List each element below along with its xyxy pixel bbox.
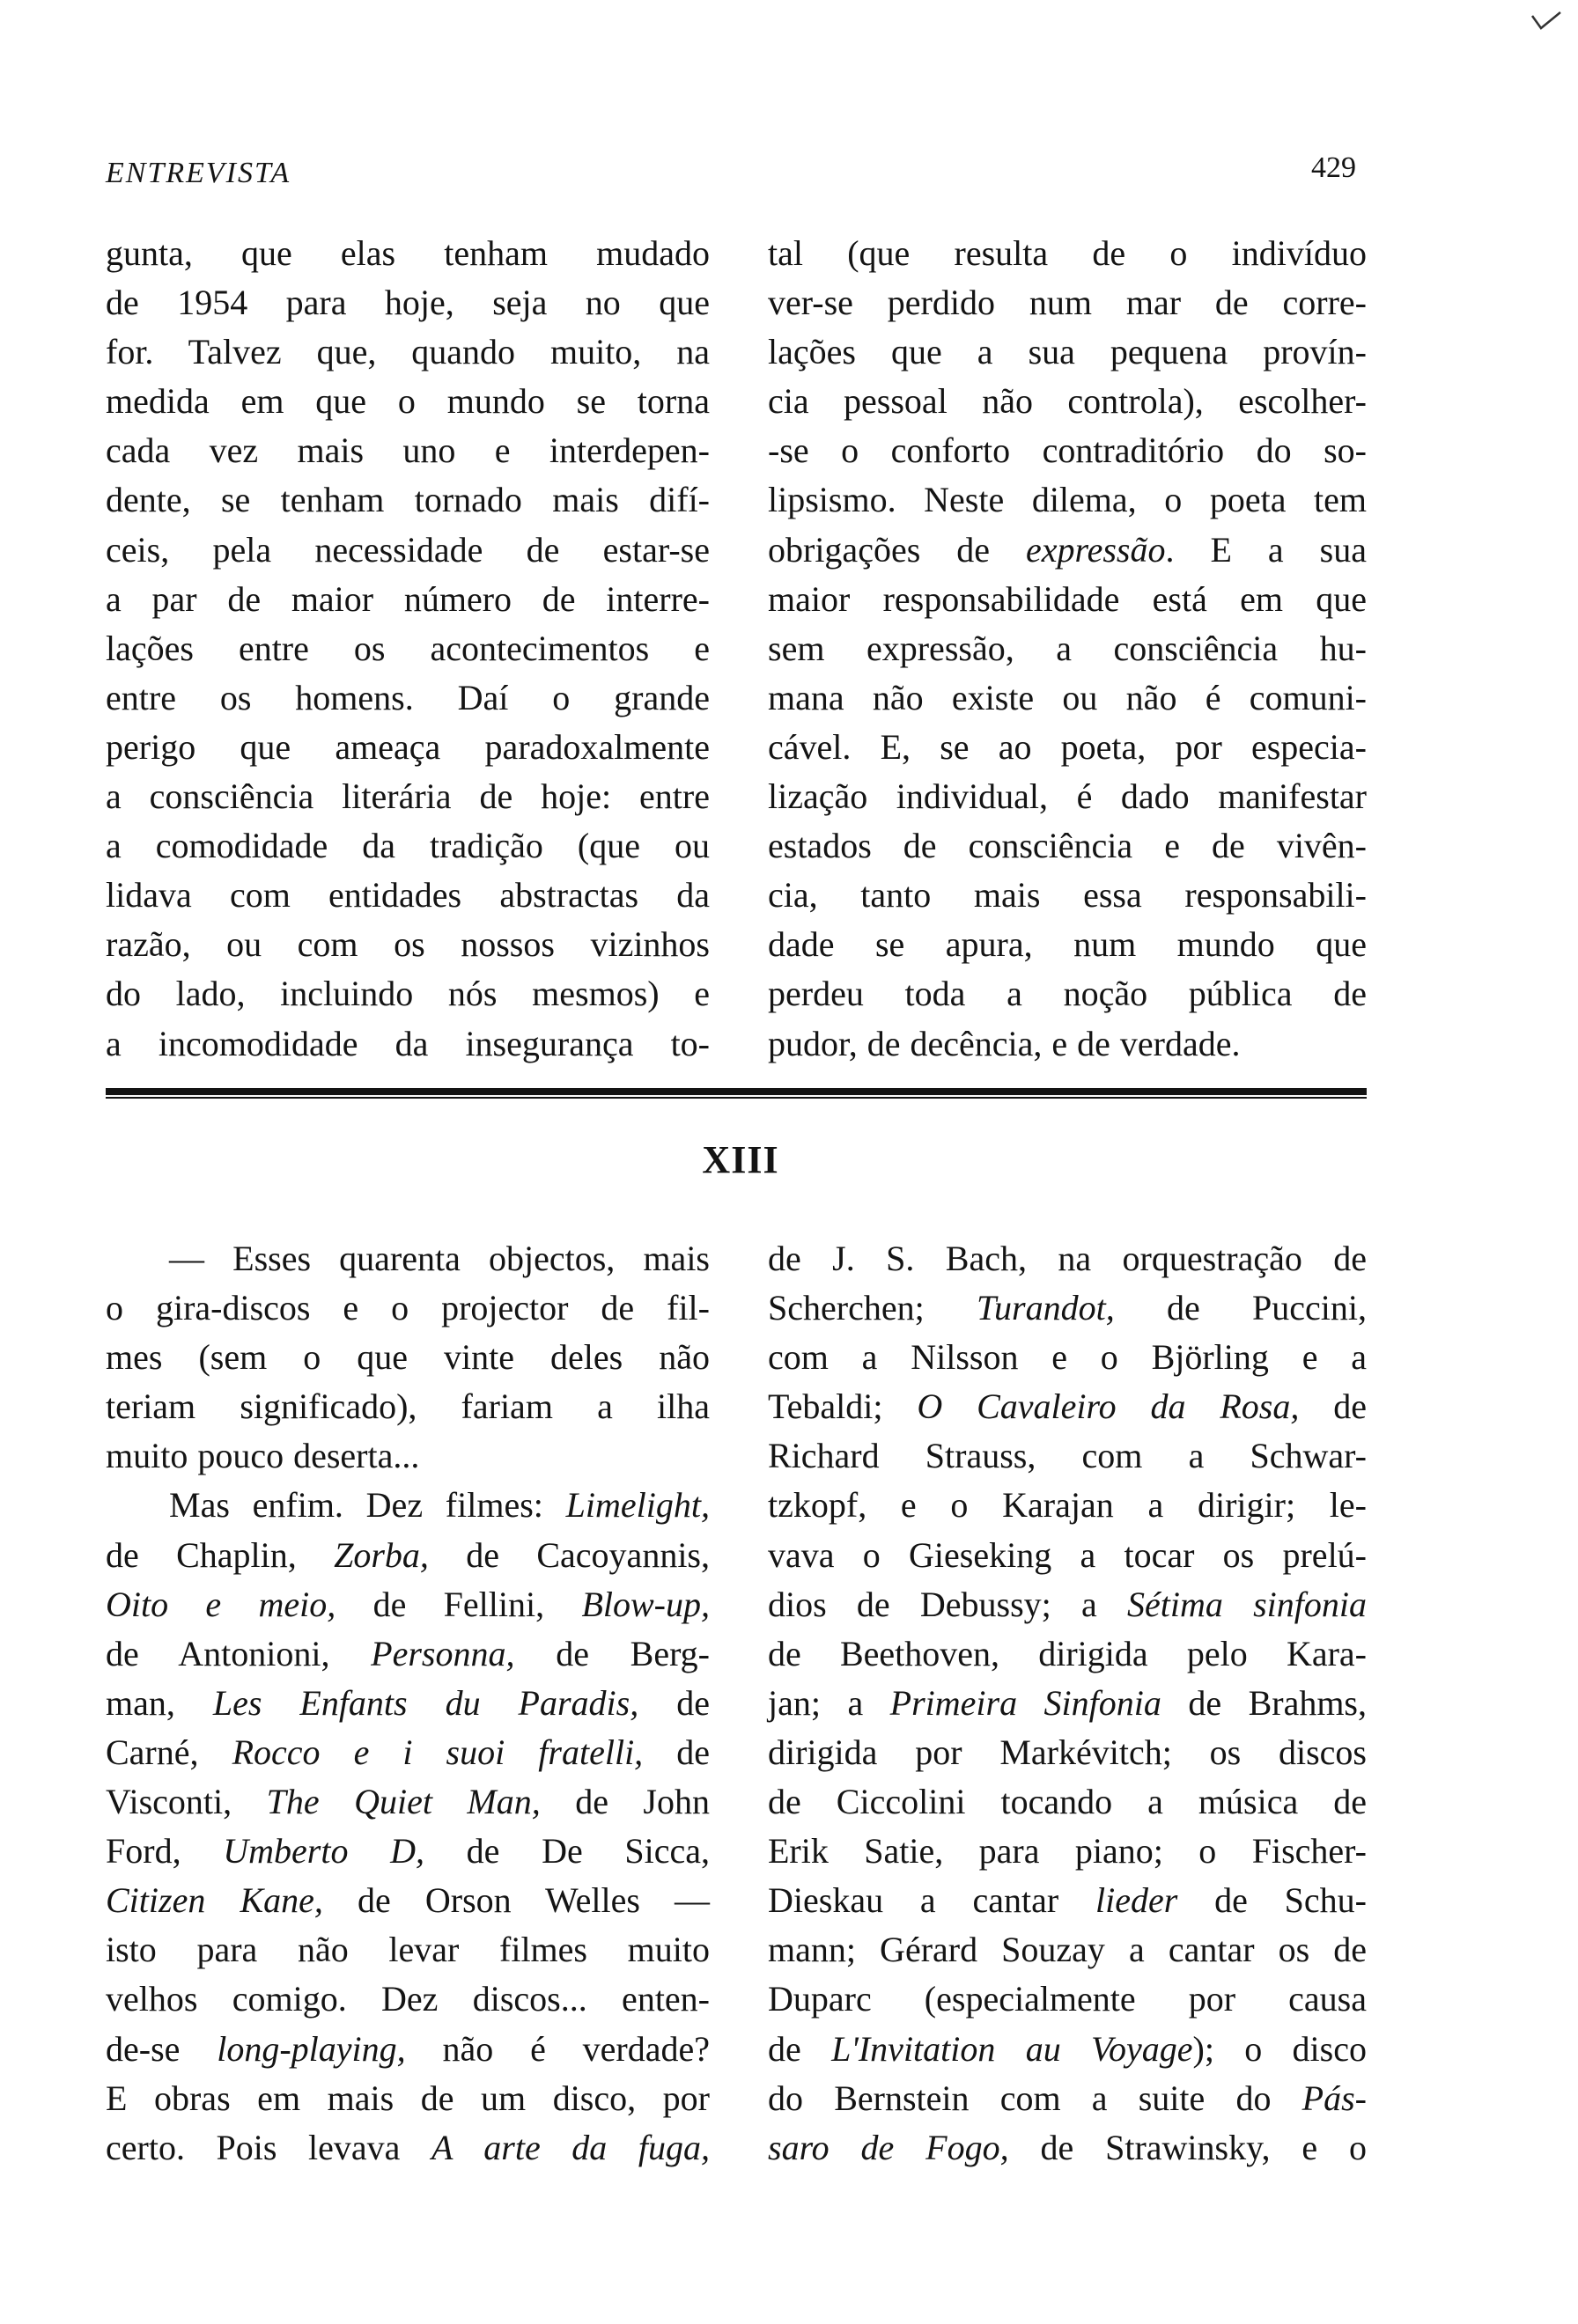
text-line: dirigida por Markévitch; os discos (768, 1732, 1367, 1772)
section-divider-thin (106, 1097, 1367, 1099)
text-line: dente, se tenham tornado mais difí- (106, 480, 710, 520)
text-line: lipsismo. Neste dilema, o poeta tem (768, 480, 1367, 520)
text-line (106, 2025, 710, 2074)
text-line: tzkopf, e o Karajan a dirigir; le- (768, 1485, 1367, 1526)
text-line: ver-se perdido num mar de corre- (768, 283, 1367, 323)
text-line (106, 1629, 710, 1679)
text-line (106, 2123, 710, 2173)
text-line: com a Nilsson e o Björling e a (768, 1337, 1367, 1378)
section-divider-thick (106, 1088, 1367, 1095)
text-segment: Visconti, (106, 1782, 267, 1822)
film-title: Oito e meio, (106, 1584, 336, 1624)
text-line: — Esses quarenta objectos, mais (169, 1239, 710, 1278)
text-line: o gira-discos e o projector de fil- (106, 1288, 710, 1328)
text-segment: de Schu- (1177, 1880, 1368, 1921)
text-line: velhos comigo. Dez discos... enten- (106, 1979, 710, 2019)
text-line: pudor, de decência, e de verdade. (768, 1023, 1241, 1063)
text-segment: Scherchen; (768, 1288, 977, 1328)
text-line (106, 1827, 710, 1876)
text-line: mana não existe ou não é comuni- (768, 677, 1367, 717)
text-line (768, 2123, 1367, 2173)
text-line: cia pessoal não controla), escolher- (768, 381, 1367, 422)
text-line: a incomodidade da insegurança to- (106, 1023, 710, 1063)
text-line: cada vez mais uno e interdepen- (106, 430, 710, 471)
text-line (106, 1580, 710, 1629)
text-line (768, 1679, 1367, 1728)
text-segment: de Berg- (514, 1633, 710, 1673)
text-segment: de (1299, 1386, 1367, 1427)
work-title: A arte da fuga, (431, 2127, 710, 2167)
film-title: Limelight, (565, 1485, 710, 1526)
text-segment: certo. Pois levava (106, 2127, 431, 2167)
film-title: Les Enfants du Paradis, (212, 1682, 639, 1723)
text-line: de 1954 para hoje, seja no que (106, 283, 710, 323)
film-title: Blow-up, (581, 1584, 710, 1624)
text-line: lização individual, é dado manifestar (768, 776, 1367, 817)
text-line (768, 1283, 1367, 1333)
text-line: razão, ou com os nossos vizinhos (106, 924, 710, 965)
text-line: Erik Satie, para piano; o Fischer- (768, 1831, 1367, 1872)
italic-word: long-playing, (217, 2028, 406, 2069)
text-line: tal (que resulta de o indivíduo (768, 233, 1367, 273)
text-line: Duparc (especialmente por causa (768, 1979, 1367, 2019)
text-line: maior responsabilidade está em que (768, 578, 1367, 619)
top-left-column (106, 229, 710, 1069)
top-right-column (768, 229, 1367, 1069)
text-line (768, 1876, 1367, 1925)
text-line: teriam significado), fariam a ilha (106, 1386, 710, 1427)
text-line: de J. S. Bach, na orquestração de (768, 1239, 1367, 1278)
running-head: ENTREVISTA (106, 157, 291, 189)
text-segment: de Cacoyannis, (428, 1534, 710, 1575)
text-segment: dios de Debussy; a (768, 1584, 1127, 1624)
text-segment: de Chaplin, (106, 1534, 335, 1575)
text-line: gunta, que elas tenham mudado (106, 233, 710, 273)
italic-word: lieder (1095, 1880, 1178, 1921)
text-segment: de De Sicca, (424, 1831, 711, 1872)
film-title: Rocco e i suoi fratelli, (232, 1732, 644, 1772)
text-line: perdeu toda a noção pública de (768, 974, 1367, 1014)
film-title: Personna, (371, 1633, 515, 1673)
text-line: de Ciccolini tocando a música de (768, 1782, 1367, 1822)
work-title: Sétima sinfonia (1127, 1584, 1368, 1624)
text-line: perigo que ameaça paradoxalmente (106, 726, 710, 767)
text-line: entre os homens. Daí o grande (106, 677, 710, 717)
text-segment: do Bernstein com a suite do (768, 2078, 1302, 2118)
work-title: saro de Fogo, (768, 2127, 1009, 2167)
text-segment: Dieskau a cantar (768, 1880, 1095, 1921)
text-segment: de-se (106, 2028, 218, 2069)
text-line: sem expressão, a consciência hu- (768, 628, 1367, 668)
bottom-left-column (106, 1234, 710, 2173)
text-segment: de Antonioni, (106, 1633, 372, 1673)
text-line: Richard Strauss, com a Schwar- (768, 1436, 1367, 1476)
text-segment: de (643, 1732, 710, 1772)
text-segment: de Puccini, (1114, 1288, 1367, 1328)
text-line: muito pouco deserta... (106, 1436, 420, 1476)
film-title: The Quiet Man, (266, 1782, 541, 1822)
text-line: mes (sem o que vinte deles não (106, 1337, 710, 1378)
text-segment: não é verdade? (405, 2028, 710, 2069)
text-line: estados de consciência e de vivên- (768, 826, 1367, 866)
text-line: cável. E, se ao poeta, por especia- (768, 726, 1367, 767)
work-title: L'Invitation au Voyage (831, 2028, 1193, 2069)
text-line: lações que a sua pequena provín- (768, 332, 1367, 372)
text-line (106, 1728, 710, 1777)
text-segment: Mas enfim. Dez filmes: (169, 1485, 566, 1526)
text-line: cia, tanto mais essa responsabili- (768, 875, 1367, 916)
text-line (768, 526, 1367, 575)
text-line: a consciência literária de hoje: entre (106, 776, 710, 817)
text-line (768, 2025, 1367, 2074)
text-line: E obras em mais de um disco, por (106, 2078, 710, 2118)
text-line: vava o Gieseking a tocar os prelú- (768, 1534, 1367, 1575)
text-segment: de (768, 2028, 832, 2069)
text-line: medida em que o mundo se torna (106, 381, 710, 422)
text-line: lações entre os acontecimentos e (106, 628, 710, 668)
text-line: lidava com entidades abstractas da (106, 875, 710, 916)
text-line (768, 1382, 1367, 1431)
text-line (768, 2074, 1367, 2123)
text-line (106, 1777, 710, 1827)
text-segment: de (638, 1682, 710, 1723)
film-title: Umberto D, (223, 1831, 424, 1872)
text-line (106, 1531, 710, 1580)
text-segment: de Brahms, (1161, 1682, 1367, 1723)
text-line (106, 1481, 710, 1530)
work-title: Primeira Sinfonia (889, 1682, 1161, 1723)
text-line: -se o conforto contraditório do so- (768, 430, 1367, 471)
work-title: Turandot, (976, 1288, 1115, 1328)
page-number: 429 (1311, 151, 1356, 184)
text-segment: jan; a (768, 1682, 890, 1723)
bottom-right-column (768, 1234, 1367, 2173)
text-segment: de Orson Welles — (322, 1880, 710, 1921)
section-numeral: XIII (702, 1138, 779, 1181)
text-segment: ); o disco (1192, 2028, 1367, 2069)
text-line (106, 1679, 710, 1728)
text-segment: obrigações de (768, 529, 1027, 570)
text-segment: Ford, (106, 1831, 224, 1872)
text-line: mann; Gérard Souzay a cantar os de (768, 1930, 1367, 1970)
text-line: de Beethoven, dirigida pelo Kara- (768, 1633, 1367, 1673)
work-title: O Cavaleiro da Rosa, (917, 1386, 1300, 1427)
text-segment: Tebaldi; (768, 1386, 918, 1427)
text-line: for. Talvez que, quando muito, na (106, 332, 710, 372)
text-segment: de John (540, 1782, 711, 1822)
text-segment: man, (106, 1682, 213, 1723)
film-title: Zorba, (334, 1534, 429, 1575)
italic-word: expressão (1026, 529, 1166, 570)
text-line: do lado, incluindo nós mesmos) e (106, 974, 710, 1014)
text-segment: de Fellini, (336, 1584, 582, 1624)
text-segment: Carné, (106, 1732, 232, 1772)
text-line (768, 1580, 1367, 1629)
text-segment: de Strawinsky, e o (1008, 2127, 1367, 2167)
text-line: isto para não levar filmes muito (106, 1930, 710, 1970)
text-line: a comodidade da tradição (que ou (106, 826, 710, 866)
film-title: Citizen Kane, (106, 1880, 323, 1921)
text-line: ceis, pela necessidade de estar-se (106, 529, 710, 570)
check-mark-icon (1529, 7, 1564, 32)
work-title: Pás- (1301, 2078, 1367, 2118)
text-segment: . E a sua (1165, 529, 1367, 570)
text-line: dade se apura, num mundo que (768, 924, 1367, 965)
text-line (106, 1876, 710, 1925)
text-line: a par de maior número de interre- (106, 578, 710, 619)
